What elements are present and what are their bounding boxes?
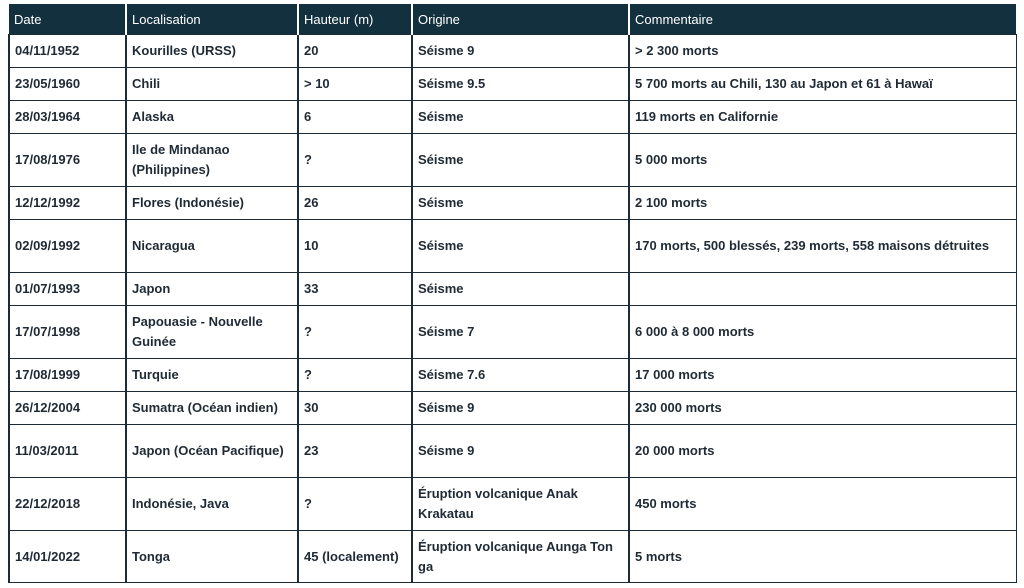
cell-date: 02/09/1992 — [9, 220, 126, 273]
table-row — [9, 478, 1016, 531]
table-row — [9, 187, 1016, 220]
cell-date: 11/03/2011 — [9, 425, 126, 478]
table-row — [9, 134, 1016, 187]
table-row — [9, 35, 1016, 68]
cell-origine: Séisme 9.5 — [412, 68, 629, 101]
cell-date: 28/03/1964 — [9, 101, 126, 134]
cell-date: 12/12/1992 — [9, 187, 126, 220]
cell-localisation: Nicaragua — [126, 220, 298, 273]
column-header-localisation: Localisation — [126, 4, 298, 35]
cell-localisation: Turquie — [126, 359, 298, 392]
cell-hauteur: 33 — [298, 273, 412, 306]
cell-localisation: Indonésie, Java — [126, 478, 298, 531]
cell-date: 17/07/1998 — [9, 306, 126, 359]
cell-commentaire: 6 000 à 8 000 morts — [629, 306, 1016, 359]
cell-hauteur: 30 — [298, 392, 412, 425]
table-row — [9, 68, 1016, 101]
cell-localisation: Flores (Indonésie) — [126, 187, 298, 220]
cell-hauteur: ? — [298, 478, 412, 531]
cell-hauteur: 20 — [298, 35, 412, 68]
cell-hauteur: 26 — [298, 187, 412, 220]
cell-localisation: Japon — [126, 273, 298, 306]
cell-localisation: Ile de Mindanao (Philippines) — [126, 134, 298, 187]
cell-localisation: Alaska — [126, 101, 298, 134]
cell-hauteur: 23 — [298, 425, 412, 478]
cell-commentaire: 20 000 morts — [629, 425, 1016, 478]
cell-date: 22/12/2018 — [9, 478, 126, 531]
table-row — [9, 425, 1016, 478]
cell-date: 04/11/1952 — [9, 35, 126, 68]
cell-commentaire: 5 700 morts au Chili, 130 au Japon et 61 à Hawaï — [629, 68, 1016, 101]
cell-hauteur: 6 — [298, 101, 412, 134]
cell-origine: Séisme — [412, 134, 629, 187]
table-row — [9, 531, 1016, 583]
cell-commentaire: 2 100 morts — [629, 187, 1016, 220]
cell-date: 17/08/1999 — [9, 359, 126, 392]
cell-commentaire: 119 morts en Californie — [629, 101, 1016, 134]
cell-origine: Séisme — [412, 101, 629, 134]
cell-origine: Séisme 7 — [412, 306, 629, 359]
table-header — [9, 4, 1016, 35]
cell-origine: Éruption volcanique Anak Krakatau — [412, 478, 629, 531]
cell-origine: Séisme 9 — [412, 35, 629, 68]
table-row — [9, 220, 1016, 273]
cell-commentaire — [629, 273, 1016, 306]
table-row — [9, 392, 1016, 425]
column-header-commentaire: Commentaire — [629, 4, 1016, 35]
table-row — [9, 101, 1016, 134]
cell-commentaire: 5 morts — [629, 531, 1016, 583]
column-header-hauteur: Hauteur (m) — [298, 4, 412, 35]
cell-origine: Séisme 7.6 — [412, 359, 629, 392]
table-body — [9, 35, 1016, 583]
cell-commentaire: 450 morts — [629, 478, 1016, 531]
table-row — [9, 359, 1016, 392]
column-header-date: Date — [9, 4, 126, 35]
cell-origine: Séisme — [412, 273, 629, 306]
cell-commentaire: 17 000 morts — [629, 359, 1016, 392]
cell-hauteur: ? — [298, 306, 412, 359]
cell-hauteur: ? — [298, 359, 412, 392]
column-header-origine: Origine — [412, 4, 629, 35]
cell-localisation: Tonga — [126, 531, 298, 583]
cell-localisation: Sumatra (Océan indien) — [126, 392, 298, 425]
table-row — [9, 273, 1016, 306]
cell-date: 26/12/2004 — [9, 392, 126, 425]
cell-date: 01/07/1993 — [9, 273, 126, 306]
tsunami-table — [8, 4, 1017, 583]
tsunami-table-container — [8, 4, 1015, 583]
cell-commentaire: > 2 300 morts — [629, 35, 1016, 68]
header-row — [9, 4, 1016, 35]
cell-commentaire: 5 000 morts — [629, 134, 1016, 187]
cell-date: 17/08/1976 — [9, 134, 126, 187]
cell-origine: Éruption volcanique Aunga Ton ga — [412, 531, 629, 583]
cell-date: 23/05/1960 — [9, 68, 126, 101]
cell-origine: Séisme — [412, 220, 629, 273]
cell-localisation: Japon (Océan Pacifique) — [126, 425, 298, 478]
cell-hauteur: ? — [298, 134, 412, 187]
cell-commentaire: 170 morts, 500 blessés, 239 morts, 558 maisons détruites — [629, 220, 1016, 273]
cell-commentaire: 230 000 morts — [629, 392, 1016, 425]
cell-origine: Séisme 9 — [412, 392, 629, 425]
cell-hauteur: 45 (localement) — [298, 531, 412, 583]
cell-origine: Séisme 9 — [412, 425, 629, 478]
cell-date: 14/01/2022 — [9, 531, 126, 583]
table-row — [9, 306, 1016, 359]
cell-origine: Séisme — [412, 187, 629, 220]
cell-localisation: Kourilles (URSS) — [126, 35, 298, 68]
cell-hauteur: > 10 — [298, 68, 412, 101]
cell-localisation: Papouasie - Nouvelle Guinée — [126, 306, 298, 359]
cell-localisation: Chili — [126, 68, 298, 101]
cell-hauteur: 10 — [298, 220, 412, 273]
